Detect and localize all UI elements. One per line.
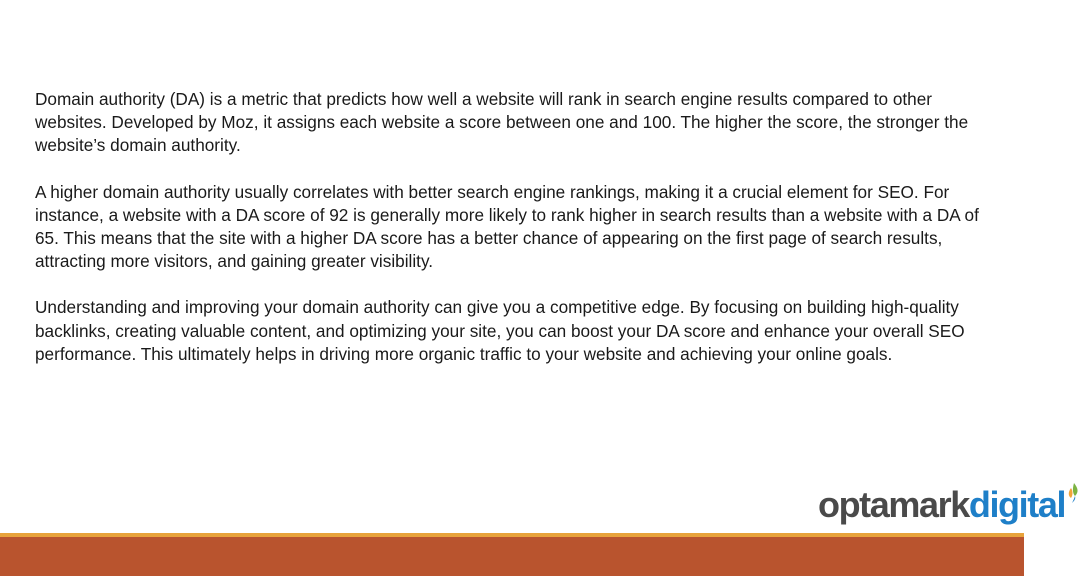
body-text	[35, 88, 995, 389]
paragraph-2: A higher domain authority usually correlates with better search engine rankings, making it a crucial element for SEO. For instance, a website with a DA score of 92 is generally more likely to rank higher in search results than a website with a DA of 65. This means that the site with a higher DA score has a better chance of appearing on the first page of search results, attracting more visitors, and gaining greater visibility.	[35, 181, 979, 272]
logo-text-optamark: optamark	[818, 484, 969, 525]
paragraph-3: Understanding and improving your domain authority can give you a competitive edge. By focusing on building high-quality backlinks, creating valuable content, and optimizing your site, you can boost your DA score and enhance your overall SEO performance. This ultimately helps in driving more organic traffic to your website and achieving your online goals.	[35, 297, 965, 364]
footer-bar	[0, 537, 1024, 576]
leaf-drop-icon	[1066, 482, 1080, 504]
optamark-digital-logo	[818, 482, 1080, 528]
logo-text-digital: digital	[968, 484, 1066, 525]
paragraph-1: Domain authority (DA) is a metric that predicts how well a website will rank in search engine results compared to other websites. Developed by Moz, it assigns each website a score between one and 100. The higher the score, the stronger the website’s domain authority.	[35, 89, 969, 156]
